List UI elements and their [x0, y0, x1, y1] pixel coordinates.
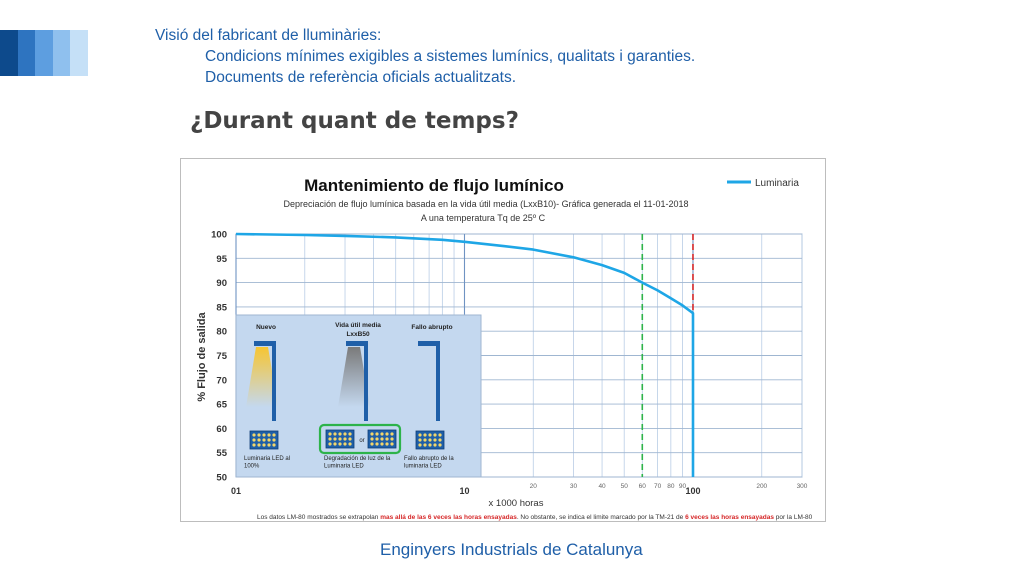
led-dot	[338, 437, 341, 440]
x-tick-label: 60	[638, 483, 646, 490]
led-dot	[257, 443, 260, 446]
y-tick-label: 95	[216, 253, 227, 265]
chart-subtitle-2: A una temperatura Tq de 25º C	[420, 213, 546, 223]
y-tick-label: 70	[216, 375, 227, 387]
chart-footnote: Los datos LM-80 mostrados se extrapolan mas allá de las 6 veces las horas ensayadas. No obstante, se indica el limite marcado por la TM-21 de 6 veces las horas ensayadas por la LM-80	[257, 514, 813, 521]
led-dot	[385, 432, 388, 435]
flux-maintenance-chart	[181, 159, 825, 521]
inset-label: Nuevo	[256, 324, 276, 331]
inset-label: LxxB50	[346, 331, 370, 338]
footer: Enginyers Industrials de Catalunya	[380, 540, 643, 559]
x-tick-label: 100	[685, 486, 701, 496]
led-dot	[375, 432, 378, 435]
x-tick-label: 20	[529, 483, 537, 490]
chart-frame	[180, 158, 826, 522]
led-dot	[267, 438, 270, 441]
led-dot	[390, 432, 393, 435]
x-tick-label: 40	[598, 483, 606, 490]
legend-label: Luminaria	[755, 178, 799, 189]
led-dot	[338, 432, 341, 435]
header-line-1: Visió del fabricant de lluminàries:	[155, 27, 382, 44]
led-dot	[418, 438, 421, 441]
led-dot	[272, 438, 275, 441]
led-dot	[418, 443, 421, 446]
led-dot	[343, 442, 346, 445]
x-axis-label: x 1000 horas	[488, 498, 544, 509]
led-dot	[390, 437, 393, 440]
inset-caption: Fallo abrupto de la	[404, 456, 454, 462]
x-tick-label: 70	[653, 483, 662, 490]
led-dot	[262, 438, 265, 441]
led-dot	[438, 433, 441, 436]
inset-caption: Luminaria LED	[324, 463, 364, 470]
y-tick-label: 85	[216, 302, 227, 314]
led-dot	[252, 438, 255, 441]
y-tick-label: 55	[216, 448, 227, 460]
inset-caption: Luminaria LED al	[244, 456, 291, 462]
led-dot	[433, 443, 436, 446]
led-dot	[423, 438, 426, 441]
led-dot	[438, 438, 441, 441]
led-dot	[262, 433, 265, 436]
x-tick-label: 10	[459, 486, 470, 496]
decor-bar	[35, 30, 53, 76]
chart-title: Mantenimiento de flujo lumínico	[304, 176, 564, 195]
y-tick-label: 80	[216, 326, 227, 338]
led-dot	[370, 432, 373, 435]
inset-caption: luminaria LED	[404, 463, 442, 470]
led-dot	[267, 443, 270, 446]
led-dot	[333, 432, 336, 435]
x-tick-label: 01	[230, 486, 242, 496]
lamp-pole	[364, 341, 368, 421]
led-dot	[433, 433, 436, 436]
inset-or-label: or	[359, 438, 365, 444]
led-dot	[262, 443, 265, 446]
led-dot	[348, 442, 351, 445]
led-dot	[343, 437, 346, 440]
led-dot	[370, 442, 373, 445]
decor-bars	[0, 30, 88, 76]
x-tick-label: 80	[667, 483, 675, 490]
led-dot	[328, 432, 331, 435]
led-dot	[380, 442, 383, 445]
y-tick-label: 60	[216, 423, 227, 435]
lamp-pole	[272, 341, 276, 421]
led-dot	[433, 438, 436, 441]
led-dot	[328, 437, 331, 440]
decor-bar	[0, 30, 18, 76]
led-dot	[375, 437, 378, 440]
led-dot	[328, 442, 331, 445]
header-line-3: Documents de referència oficials actualitzats.	[205, 69, 517, 86]
led-dot	[370, 437, 373, 440]
led-dot	[252, 433, 255, 436]
led-dot	[348, 437, 351, 440]
led-dot	[380, 437, 383, 440]
lamp-head	[418, 341, 438, 346]
y-tick-label: 100	[211, 229, 227, 241]
decor-bar	[18, 30, 36, 76]
led-dot	[438, 443, 441, 446]
y-tick-label: 75	[216, 351, 227, 362]
x-tick-label: 300	[796, 483, 808, 490]
header-line-2: Condicions mínimes exigibles a sistemes lumínics, qualitats i garanties.	[205, 48, 696, 65]
chart-subtitle-1: Depreciación de flujo lumínica basada en la vida útil media (LxxB10)- Gráfica generada el 11-01-2018	[283, 199, 689, 209]
x-tick-label: 50	[620, 483, 628, 490]
led-dot	[257, 438, 260, 441]
inset-label: Fallo abrupto	[411, 324, 453, 331]
led-dot	[257, 433, 260, 436]
inset-caption: 100%	[244, 463, 260, 470]
led-dot	[418, 433, 421, 436]
slide-title: ¿Durant quant de temps?	[190, 108, 519, 134]
led-dot	[375, 442, 378, 445]
led-dot	[272, 433, 275, 436]
y-tick-label: 65	[216, 399, 227, 411]
led-dot	[252, 443, 255, 446]
decor-bar	[70, 30, 88, 76]
y-axis-label: % Flujo de salida	[196, 312, 208, 402]
led-dot	[428, 433, 431, 436]
y-tick-label: 50	[216, 472, 227, 484]
x-tick-label: 30	[569, 483, 578, 490]
led-dot	[423, 433, 426, 436]
lamp-head	[254, 341, 274, 346]
inset-label: Vida útil media	[335, 322, 381, 329]
led-dot	[428, 443, 431, 446]
lamp-head	[346, 341, 366, 346]
led-dot	[272, 443, 275, 446]
led-dot	[343, 432, 346, 435]
x-tick-label: 200	[756, 483, 768, 490]
led-dot	[423, 443, 426, 446]
inset-caption: Degradación de luz de la	[324, 456, 391, 462]
led-dot	[428, 438, 431, 441]
led-dot	[385, 442, 388, 445]
decor-bar	[53, 30, 71, 76]
lamp-pole	[436, 341, 440, 421]
led-dot	[348, 432, 351, 435]
led-dot	[267, 433, 270, 436]
led-dot	[380, 432, 383, 435]
led-dot	[390, 442, 393, 445]
led-dot	[385, 437, 388, 440]
led-dot	[333, 442, 336, 445]
led-dot	[338, 442, 341, 445]
x-tick-label: 90	[678, 483, 687, 490]
y-tick-label: 90	[216, 278, 227, 290]
led-dot	[333, 437, 336, 440]
